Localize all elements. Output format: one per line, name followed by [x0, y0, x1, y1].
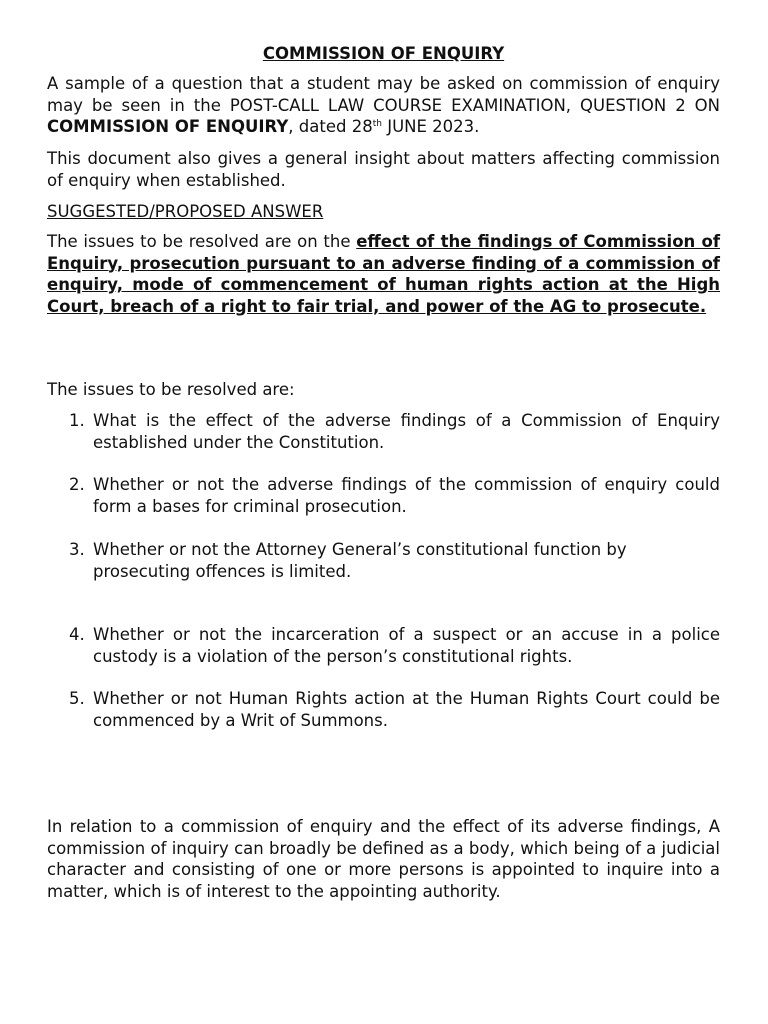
issues-intro: The issues to be resolved are: [47, 380, 295, 399]
list-item-text: Whether or not Human Rights action at the Human Rights Court could be commenced by a Writ of Summons. [93, 689, 720, 730]
list-item-number: 5. [69, 689, 85, 708]
list-item [69, 474, 720, 517]
issues-summary-lead: The issues to be resolved are on the [47, 232, 357, 251]
list-item [69, 688, 720, 731]
intro-text-3: JUNE 2023. [381, 117, 480, 136]
intro-bold-text: COMMISSION OF ENQUIRY [47, 117, 289, 136]
insight-paragraph: This document also gives a general insight about matters affecting commission of enquiry when established. [47, 149, 720, 190]
intro-text-1: A sample of a question that a student may be asked on commission of enquiry may be seen in the POST-CALL LAW COURSE EXAMINATION, QUESTION 2 ON [47, 74, 720, 115]
list-item [69, 539, 720, 582]
issues-summary-emphasis: effect of the findings of Commission of Enquiry, prosecution pursuant to an adverse finding of a commission of enquiry, mode of commencement of human rights action at the High Court, breach of a right to fair trial, and power of the AG to prosecute. [47, 232, 721, 316]
intro-text-2: , dated 28 [288, 117, 373, 136]
list-item [69, 410, 720, 453]
list-item-text: What is the effect of the adverse findings of a Commission of Enquiry established under the Constitution. [93, 411, 720, 452]
answer-heading: SUGGESTED/PROPOSED ANSWER [47, 202, 324, 221]
list-item-text: Whether or not the adverse findings of the commission of enquiry could form a bases for criminal prosecution. [93, 475, 720, 516]
definition-paragraph: In relation to a commission of enquiry and the effect of its adverse findings, A commission of inquiry can broadly be defined as a body, which being of a judicial character and consisting of one or more persons is appointed to inquire into a matter, which is of interest to the appointing authority. [47, 817, 720, 901]
list-item-text: Whether or not the Attorney General’s constitutional function by prosecuting offences is limited. [93, 540, 627, 581]
list-item [69, 624, 720, 667]
date-ordinal-suffix: th [372, 119, 382, 129]
list-item-number: 3. [69, 540, 85, 559]
list-item-text: Whether or not the incarceration of a suspect or an accuse in a police custody is a violation of the person’s constitutional rights. [93, 625, 720, 666]
document-title: COMMISSION OF ENQUIRY [262, 44, 505, 63]
list-item-number: 1. [69, 411, 85, 430]
list-item-number: 4. [69, 625, 85, 644]
intro-paragraph [47, 73, 720, 138]
issues-summary-paragraph [47, 231, 720, 317]
list-item-number: 2. [69, 475, 85, 494]
